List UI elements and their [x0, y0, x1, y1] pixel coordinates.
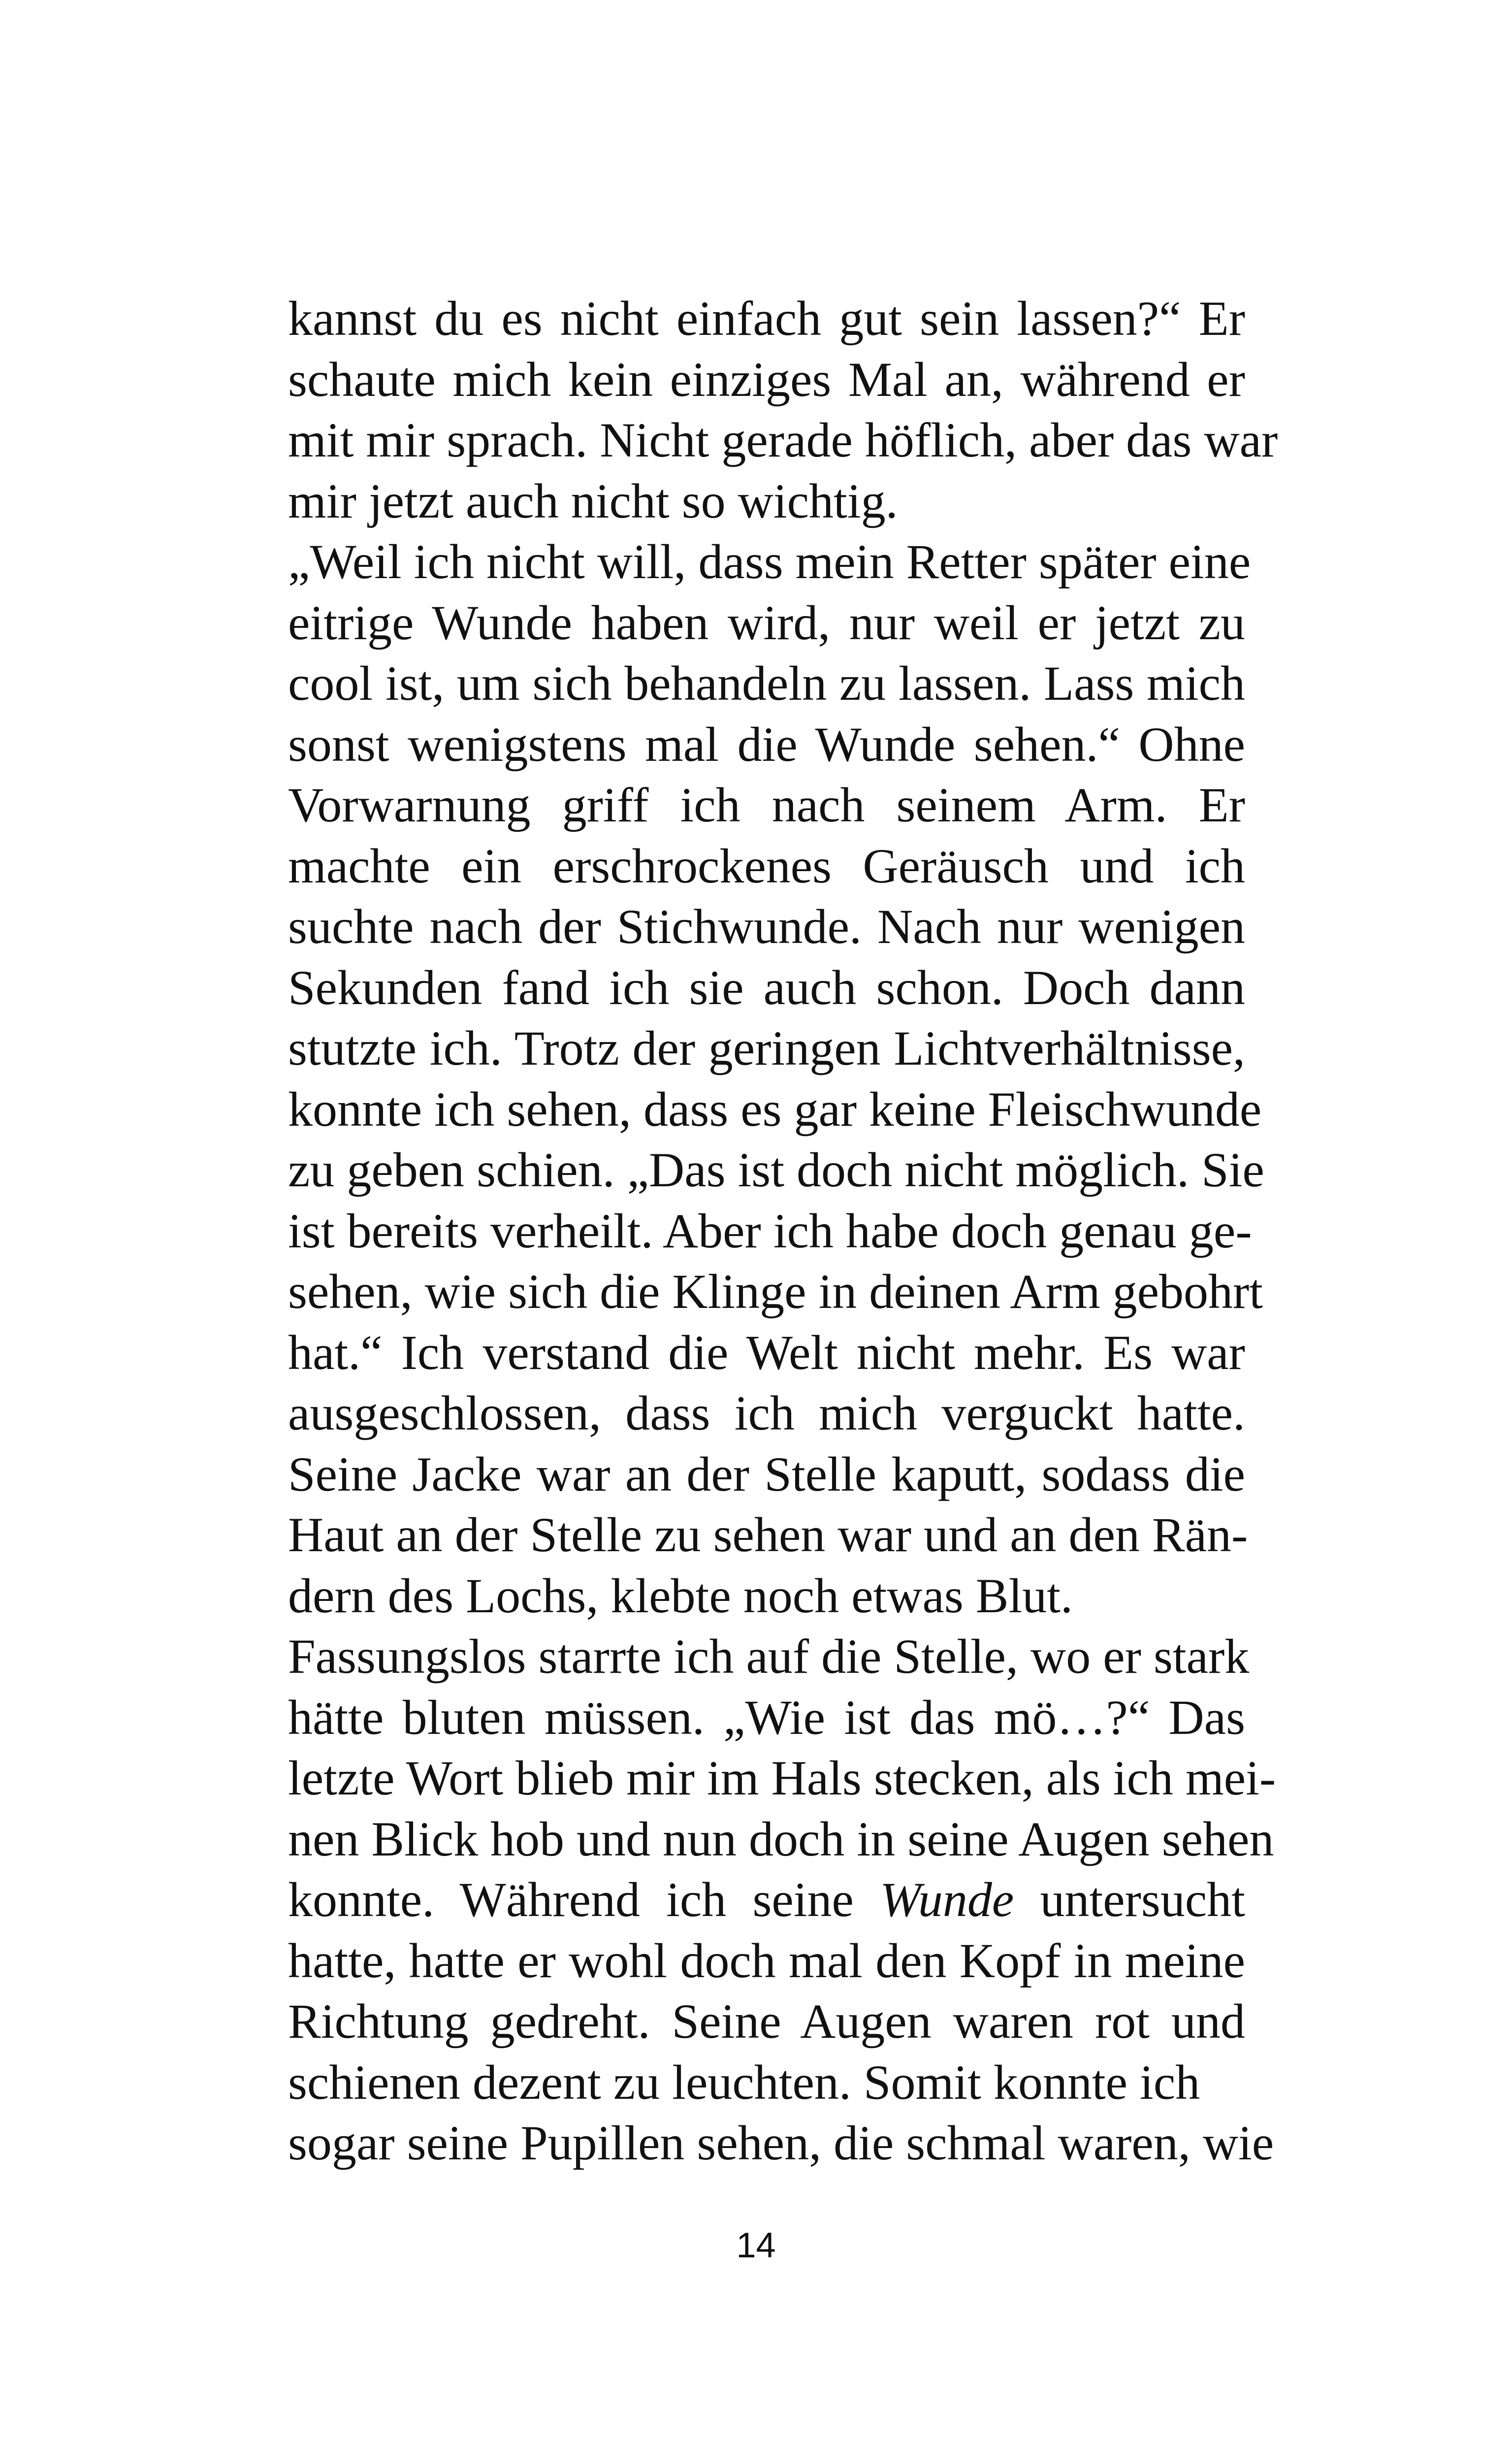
text-line — [288, 1687, 1245, 1748]
text-segment: hätte bluten müssen. „Wie ist das mö…?“ Das — [288, 1690, 1245, 1745]
text-segment: mit mir sprach. Nicht gerade höflich, aber das war — [288, 413, 1278, 467]
text-line — [288, 1565, 1245, 1627]
text-segment: sonst wenigstens mal die Wunde sehen.“ Ohne — [288, 717, 1245, 772]
text-segment: untersucht — [1014, 1872, 1245, 1927]
text-line — [288, 288, 1245, 349]
text-line — [288, 2052, 1245, 2113]
text-line — [288, 1201, 1252, 1262]
text-segment: sogar seine Pupillen sehen, die schmal waren, wie — [288, 2116, 1274, 2170]
text-segment: konnte ich sehen, dass es gar keine Fleischwunde — [288, 1081, 1262, 1137]
text-line — [288, 1140, 1264, 1201]
text-segment: Vorwarnung griff ich nach seinem Arm. Er — [288, 778, 1245, 832]
text-line — [288, 1018, 1245, 1079]
text-line — [288, 1504, 1248, 1565]
page-number: 14 — [736, 2226, 776, 2265]
text-segment: konnte. Während ich seine — [288, 1872, 880, 1927]
text-line — [288, 1869, 1245, 1930]
text-line — [288, 896, 1245, 957]
text-line — [288, 1626, 1250, 1687]
text-line — [288, 1444, 1245, 1505]
text-segment: mir jetzt auch nicht so wichtig. — [288, 473, 898, 528]
text-line — [288, 349, 1245, 410]
text-line — [288, 1079, 1262, 1140]
text-line — [288, 714, 1245, 775]
text-segment: Richtung gedreht. Seine Augen waren rot und — [288, 1994, 1245, 2049]
text-segment: eitrige Wunde haben wird, nur weil er jetzt zu — [288, 595, 1245, 650]
text-line — [288, 1322, 1245, 1383]
text-segment: zu geben schien. „Das ist doch nicht möglich. Sie — [288, 1142, 1264, 1197]
text-line — [288, 653, 1245, 714]
text-segment: „Weil ich nicht will, dass mein Retter später eine — [288, 534, 1251, 589]
text-line — [288, 531, 1251, 592]
emphasis-text: Wunde — [880, 1872, 1014, 1927]
text-segment: suchte nach der Stichwunde. Nach nur wenigen — [288, 899, 1245, 954]
text-segment: hat.“ Ich verstand die Welt nicht mehr. Es war — [288, 1325, 1245, 1380]
text-segment: sehen, wie sich die Klinge in deinen Arm gebohrt — [288, 1264, 1263, 1319]
text-segment: schaute mich kein einziges Mal an, während er — [288, 352, 1245, 407]
text-line — [288, 471, 1245, 532]
text-segment: hatte, hatte er wohl doch mal den Kopf in meine — [288, 1933, 1245, 1988]
text-segment: nen Blick hob und nun doch in seine Augen sehen — [288, 1811, 1274, 1866]
text-segment: ist bereits verheilt. Aber ich habe doch genau ge- — [288, 1203, 1252, 1258]
text-line — [288, 410, 1278, 471]
text-line — [288, 1261, 1263, 1322]
text-line — [288, 592, 1245, 653]
text-segment: stutzte ich. Trotz der geringen Lichtverhältnisse, — [288, 1021, 1245, 1075]
text-line — [288, 957, 1245, 1018]
text-line — [288, 836, 1245, 897]
text-segment: schienen dezent zu leuchten. Somit konnte ich — [288, 2054, 1200, 2110]
text-segment: Haut an der Stelle zu sehen war und an den Rän- — [288, 1507, 1248, 1562]
text-segment: cool ist, um sich behandeln zu lassen. Lass mich — [288, 656, 1245, 711]
text-segment: letzte Wort blieb mir im Hals stecken, als ich mei- — [288, 1751, 1276, 1805]
text-segment: Seine Jacke war an der Stelle kaputt, sodass die — [288, 1446, 1245, 1501]
text-segment: ausgeschlossen, dass ich mich verguckt hatte. — [288, 1386, 1245, 1440]
text-segment: dern des Lochs, klebte noch etwas Blut. — [288, 1568, 1073, 1623]
text-line — [288, 1930, 1245, 1991]
text-line — [288, 1383, 1245, 1444]
text-segment: Sekunden fand ich sie auch schon. Doch dann — [288, 960, 1245, 1015]
text-segment: machte ein erschrockenes Geräusch und ich — [288, 838, 1245, 893]
text-line — [288, 1748, 1276, 1809]
text-line — [288, 775, 1245, 836]
body-text — [288, 288, 1278, 2174]
text-line — [288, 1809, 1274, 1870]
text-segment: kannst du es nicht einfach gut sein lassen?“ Er — [288, 291, 1245, 346]
text-line — [288, 1991, 1245, 2052]
text-line — [288, 2113, 1274, 2174]
text-segment: Fassungslos starrte ich auf die Stelle, wo er stark — [288, 1629, 1250, 1684]
